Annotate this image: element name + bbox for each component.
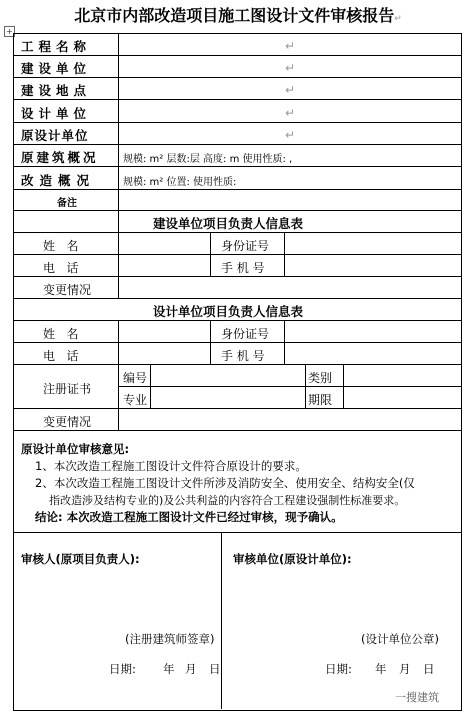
designer-phone-label: 电 话 xyxy=(43,349,79,363)
designer-name-label: 姓 名 xyxy=(43,327,79,341)
unit-date-label: 日期: xyxy=(325,662,352,676)
unit-date-day: 日 xyxy=(423,662,435,676)
report-title: 北京市内部改造项目施工图设计文件审核报告↵ xyxy=(74,6,402,25)
cert-specialty-label: 专业 xyxy=(123,393,148,407)
unit-date-year: 年 xyxy=(375,662,387,676)
table-move-handle-icon[interactable]: + xyxy=(4,26,15,37)
col-rule xyxy=(221,532,222,709)
reviewer-date-label: 日期: xyxy=(109,662,136,676)
project-name-label: 工程名称 xyxy=(21,39,92,54)
row-rule xyxy=(13,189,461,190)
designer-mobile-label: 手 机 号 xyxy=(221,349,265,363)
reviewer-stamp-note: (注册建筑师签章) xyxy=(125,632,215,646)
row-rule xyxy=(13,430,461,431)
designer-label: 设计单位 xyxy=(21,106,92,121)
reviewer-date-month: 月 xyxy=(185,662,197,676)
row-rule xyxy=(13,55,461,56)
row-rule xyxy=(13,144,461,145)
opinion-conclusion: 结论: 本次改造工程施工图设计文件已经过审核，现予确认。 xyxy=(35,510,343,524)
return-mark: ↵ xyxy=(285,61,296,75)
return-mark: ↵ xyxy=(285,39,296,53)
builder-change-label: 变更情况 xyxy=(43,283,92,297)
row-rule xyxy=(13,298,461,299)
row-rule xyxy=(13,342,461,343)
row-rule xyxy=(13,532,461,533)
col-rule xyxy=(118,320,119,430)
builder-mobile-label: 手 机 号 xyxy=(221,261,265,275)
reviewer-date-year: 年 xyxy=(163,662,175,676)
builder-id-label: 身份证号 xyxy=(221,239,270,253)
unit-date-month: 月 xyxy=(399,662,411,676)
row-rule xyxy=(13,99,461,100)
opinion-item-2-cont: 指改造涉及结构专业的)及公共利益的内容符合工程建设强制性标准要求。 xyxy=(49,494,406,507)
col-rule xyxy=(343,364,344,408)
renovation-overview-value: 规模: m² 位置: 使用性质: xyxy=(123,177,237,188)
col-rule xyxy=(210,320,211,364)
designer-id-label: 身份证号 xyxy=(221,327,270,341)
row-rule xyxy=(13,77,461,78)
row-rule xyxy=(118,386,461,387)
return-mark: ↵ xyxy=(285,106,296,120)
unit-stamp-note: (设计单位公章) xyxy=(361,632,439,646)
opinion-item-2: 2、本次改造工程施工图设计文件所涉及消防安全、使用安全、结构安全(仅 xyxy=(35,476,415,490)
cert-category-label: 类别 xyxy=(308,371,333,385)
builder-name-label: 姓 名 xyxy=(43,239,79,253)
opinion-item-1: 1、本次改造工程施工图设计文件符合原设计的要求。 xyxy=(35,459,307,473)
row-rule xyxy=(13,408,461,409)
opinion-heading: 原设计单位审核意见: xyxy=(21,442,130,456)
row-rule xyxy=(13,166,461,167)
designer-section-heading: 设计单位项目负责人信息表 xyxy=(153,304,304,319)
original-overview-label: 原建筑概况 xyxy=(21,150,99,165)
row-rule xyxy=(13,122,461,123)
reviewer-label: 审核人(原项目负责人): xyxy=(21,552,140,566)
builder-phone-label: 电 话 xyxy=(43,261,79,275)
row-rule xyxy=(13,276,461,277)
original-overview-value: 规模: m² 层数:层 高度: m 使用性质: , xyxy=(123,154,293,165)
location-label: 建设地点 xyxy=(21,83,92,98)
col-rule xyxy=(210,232,211,276)
row-rule xyxy=(13,254,461,255)
return-mark: ↵ xyxy=(285,83,296,97)
col-rule xyxy=(118,33,119,232)
col-rule xyxy=(284,320,285,364)
cert-label: 注册证书 xyxy=(43,382,92,396)
report-form-table xyxy=(13,33,462,711)
renovation-overview-label: 改造概况 xyxy=(21,173,96,188)
reviewer-date-day: 日 xyxy=(209,662,221,676)
col-rule xyxy=(284,232,285,276)
col-rule xyxy=(305,364,306,408)
row-rule xyxy=(13,232,461,233)
col-rule xyxy=(150,364,151,408)
builder-label: 建设单位 xyxy=(21,61,92,76)
cert-number-label: 编号 xyxy=(123,371,148,385)
remarks-label: 备注 xyxy=(57,198,77,209)
builder-section-heading: 建设单位项目负责人信息表 xyxy=(153,216,304,231)
row-rule xyxy=(13,210,461,211)
cert-expiry-label: 期限 xyxy=(308,393,333,407)
col-rule xyxy=(118,232,119,298)
row-rule xyxy=(13,364,461,365)
watermark: 一搜建筑 xyxy=(395,691,439,704)
return-mark: ↵ xyxy=(285,128,296,142)
original-designer-label: 原设计单位 xyxy=(21,128,89,143)
unit-label: 审核单位(原设计单位): xyxy=(233,552,352,566)
designer-change-label: 变更情况 xyxy=(43,415,92,429)
row-rule xyxy=(13,320,461,321)
